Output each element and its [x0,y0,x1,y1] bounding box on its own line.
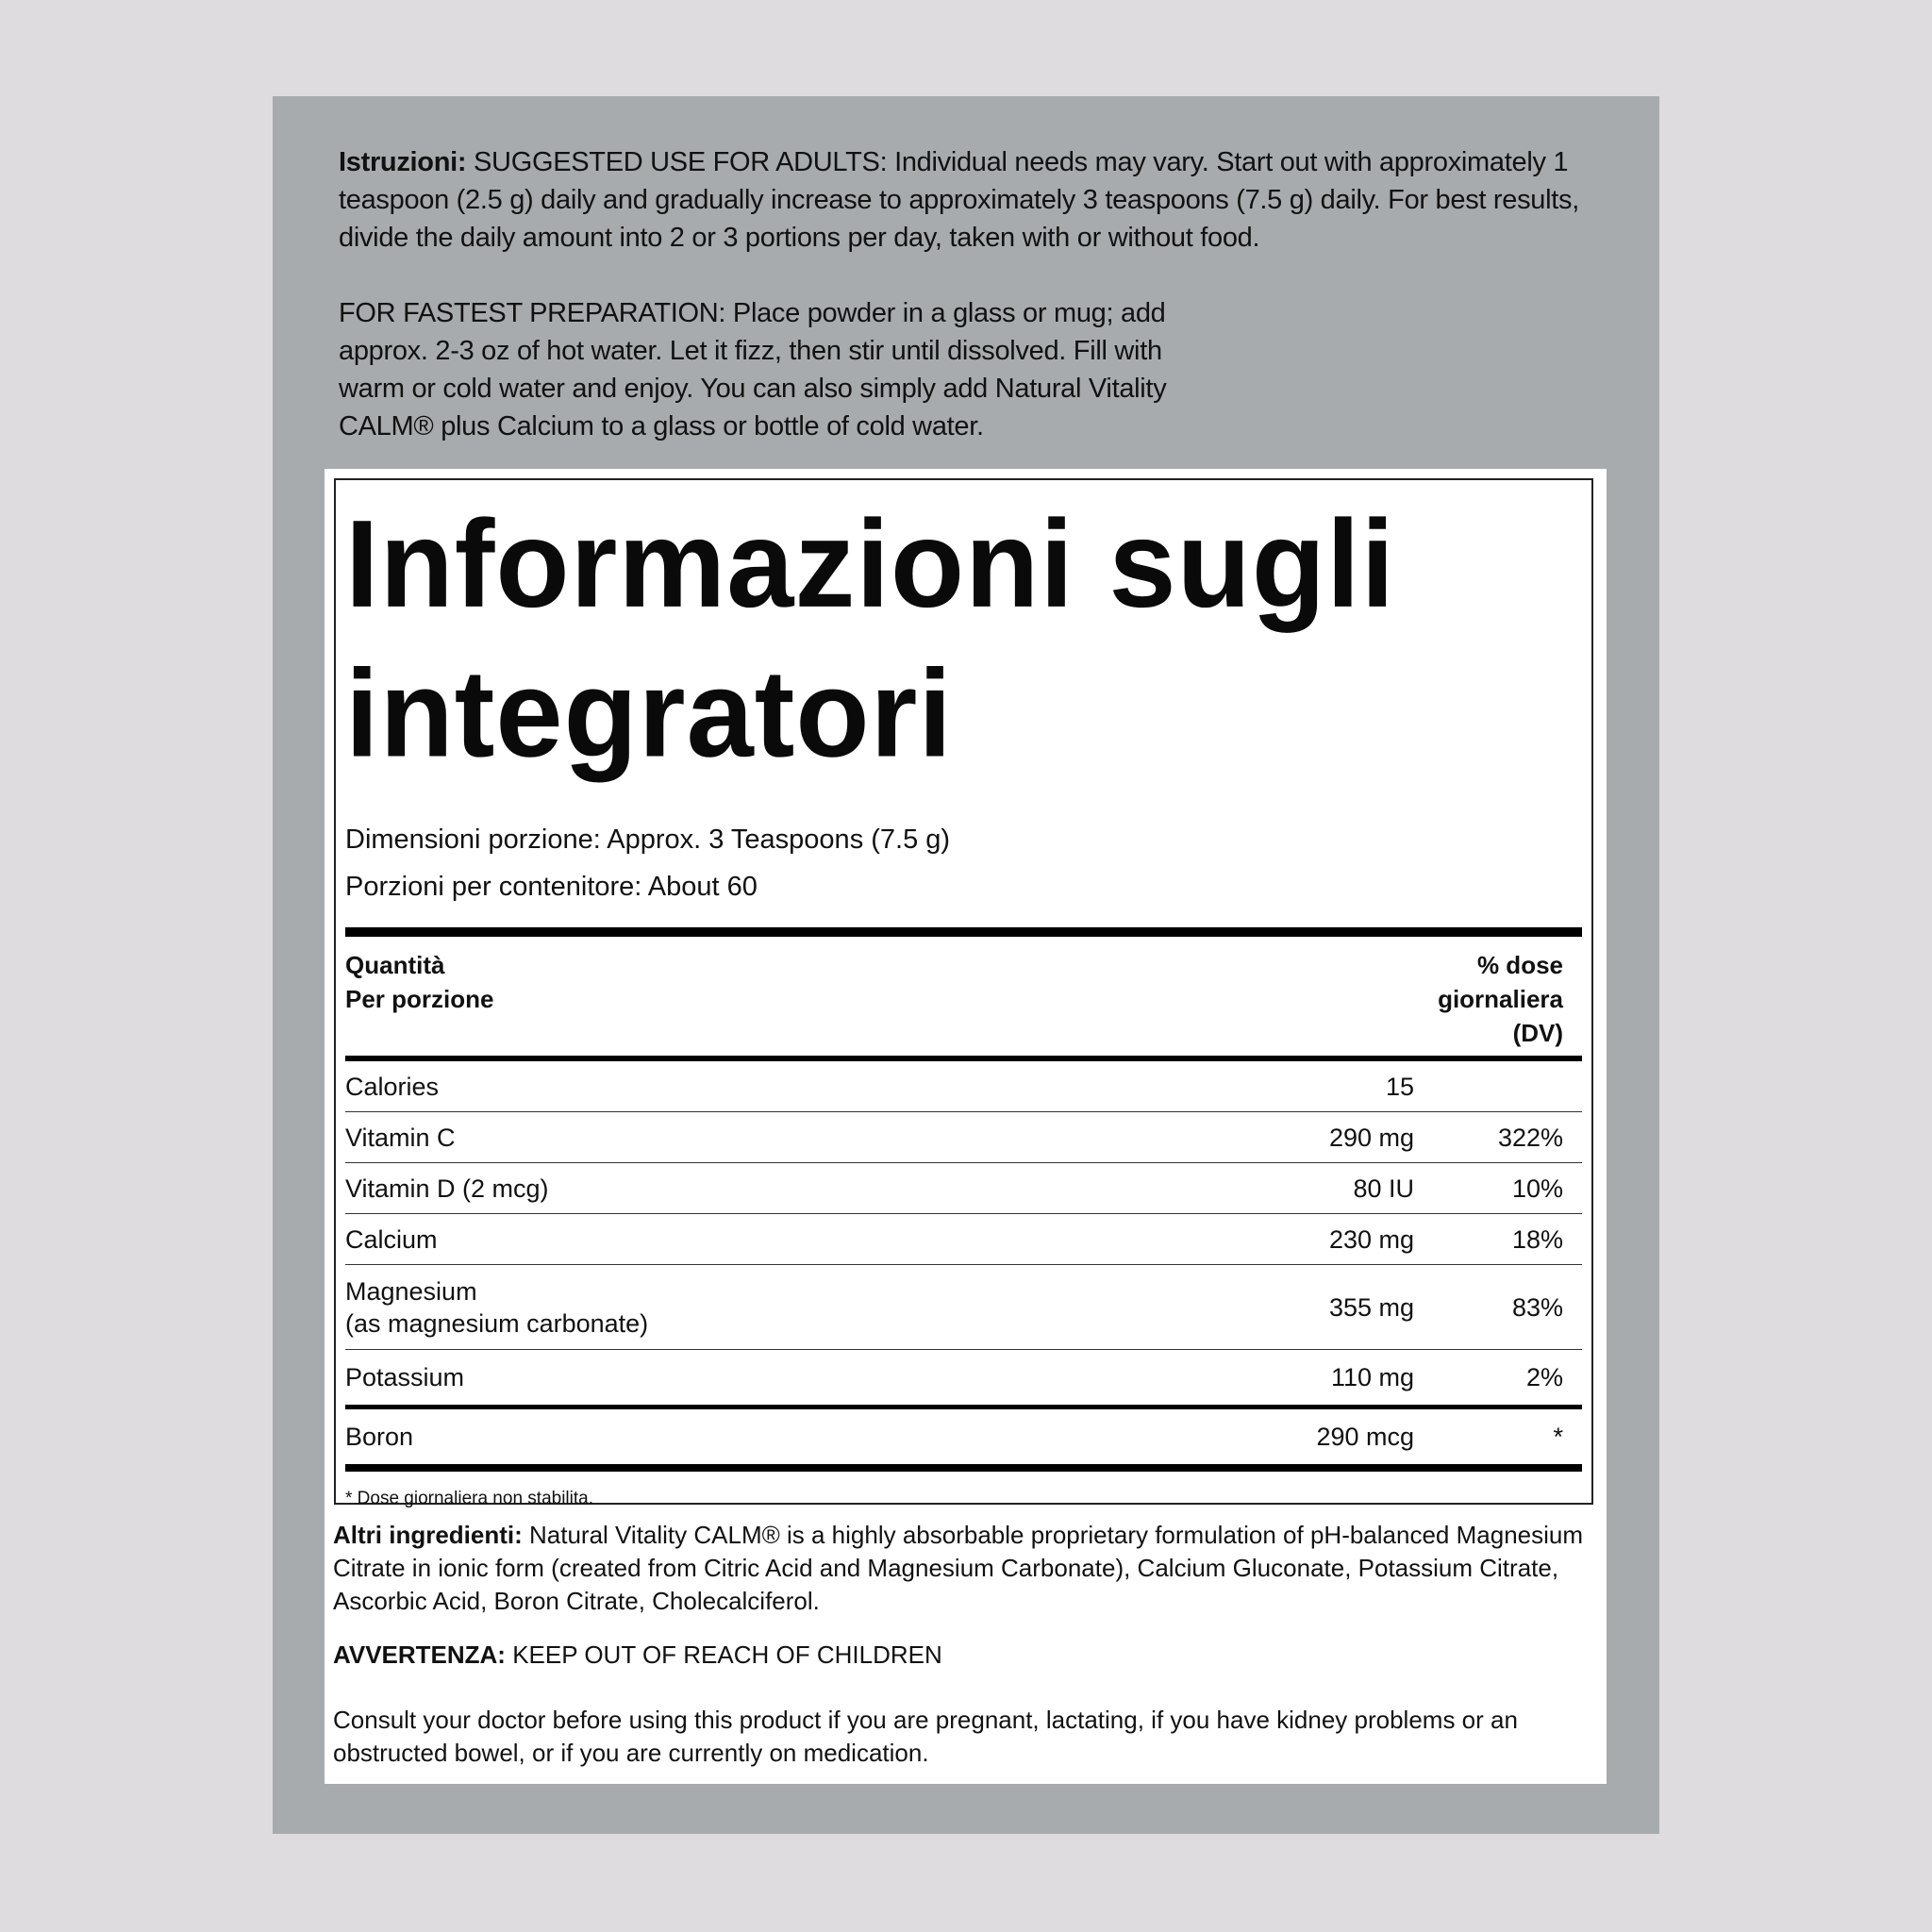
nutrient-name: Boron [345,1423,414,1451]
supplement-facts-box [334,478,1593,1508]
header-dv-line3: (DV) [1512,1019,1563,1047]
table-row [345,1061,1582,1112]
nutrient-amount: 80 IU [1353,1174,1414,1203]
bottom-divider [345,1464,1582,1472]
nutrient-amount: 290 mg [1328,1123,1414,1152]
warning [333,1639,1597,1672]
warning-label: AVVERTENZA: [333,1641,506,1669]
nutrient-amount: 230 mg [1328,1224,1414,1254]
serving-size: Dimensioni porzione: Approx. 3 Teaspoons (7.5 g) [345,824,951,855]
nutrient-name: Magnesium [345,1276,477,1306]
nutrient-name: Calories [345,1072,440,1101]
column-header [345,937,1582,1056]
header-amount [345,948,493,1050]
other-ingredients [333,1519,1597,1618]
nutrient-dv: 18% [1511,1224,1563,1254]
nutrient-amount: 15 [1385,1072,1414,1101]
nutrient-dv: * [1553,1423,1563,1451]
nutrient-name: Vitamin C [345,1123,456,1152]
directions-section [339,143,1603,445]
footnote: * Dose giornaliera non stabilita. [345,1489,593,1508]
nutrient-name: Vitamin D (2 mcg) [345,1174,549,1203]
directions-label: Istruzioni: [339,147,467,177]
facts-title: Informazioni sugli integratori [345,494,1396,784]
table-row [345,1214,1582,1265]
header-amount-line1: Quantità [345,951,445,979]
thick-divider [345,927,1582,937]
consult-text: Consult your doctor before using this product if you are pregnant, lactating, if you have kidney problems or an obstructed bowel, or if you are currently on medication. [333,1706,1518,1767]
label-panel [273,96,1659,1834]
nutrient-amount: 290 mcg [1316,1423,1414,1451]
nutrient-name: Potassium [345,1363,465,1391]
table-row [345,1409,1582,1464]
header-dv [1438,948,1563,1050]
nutrient-dv: 2% [1525,1363,1563,1391]
nutrient-amount: 355 mg [1328,1292,1414,1322]
serving-info [345,816,1582,910]
header-amount-line2: Per porzione [345,985,494,1013]
warning-text: KEEP OUT OF REACH OF CHILDREN [505,1641,942,1669]
nutrient-dv: 322% [1497,1123,1563,1152]
directions-text: SUGGESTED USE FOR ADULTS: Individual needs may vary. Start out with approximately 1 teaspoon (2.5 g) daily and gradually increase to approximately 3 teaspoons (7.5 g) daily. For best results, divide the daily amount into 2 or 3 portions per day, taken with or without food. [339,147,1579,253]
nutrient-dv: 10% [1511,1174,1563,1203]
facts-card [325,469,1607,1784]
table-row [345,1265,1582,1350]
nutrient-dv: 83% [1511,1292,1563,1322]
nutrient-amount: 110 mg [1330,1363,1414,1391]
table-row [345,1350,1582,1405]
header-dv-line1: % dose [1476,951,1563,979]
other-ingredients-label: Altri ingredienti: [333,1521,523,1549]
preparation-text: FOR FASTEST PREPARATION: Place powder in a glass or mug; add approx. 2-3 oz of hot water. Let it fizz, then stir until dissolved. Fill with warm or cold water and enjoy. You can also simply add Natural Vitality CALM® plus Calcium to a glass or bottle of cold water. [339,298,1167,441]
nutrient-subname: (as magnesium carbonate) [345,1308,649,1338]
servings-per-container: Porzioni per contenitore: About 60 [345,872,758,902]
table-row [345,1112,1582,1163]
directions-paragraph [339,143,1603,257]
nutrient-name: Calcium [345,1224,438,1254]
header-dv-line2: giornaliera [1438,985,1563,1013]
nutrient-name-block [345,1275,1225,1340]
table-row [345,1163,1582,1214]
other-ingredients-text: Natural Vitality CALM® is a highly absorbable proprietary formulation of pH-balanced Magnesium Citrate in ionic form (created from Citric Acid and Magnesium Carbonate), Calcium Gluconate, Potassium Citrate, Ascorbic Acid, Boron Citrate, Cholecalciferol. [333,1521,1584,1615]
other-ingredients-section [333,1519,1597,1770]
